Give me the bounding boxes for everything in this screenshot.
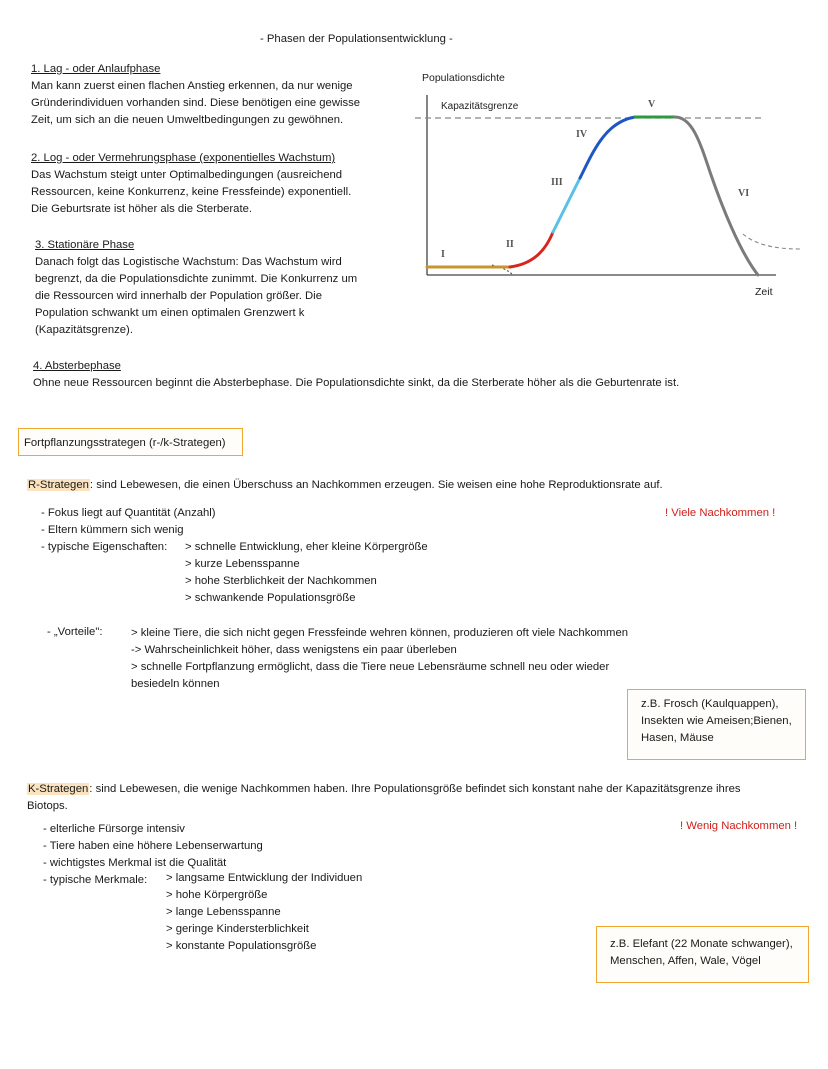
phase-label-III: III <box>551 177 563 188</box>
list-item: - Fokus liegt auf Quantität (Anzahl) <box>41 507 216 519</box>
segment-log <box>510 232 553 267</box>
list-item: > kleine Tiere, die sich nicht gegen Fressfeinde wehren können, produzieren oft viele Nachkommen <box>131 627 629 639</box>
list-item: - wichtigstes Merkmal ist die Qualität <box>43 857 227 869</box>
list-item: - elterliche Fürsorge intensiv <box>43 823 185 835</box>
k-strategy-definition: : sind Lebewesen, die wenige Nachkommen haben. Ihre Populationsgröße befindet sich konstant nahe der Kapazitätsgrenze ihres <box>89 783 741 795</box>
k-traits-label: - typische Merkmale: <box>43 874 148 886</box>
list-item: > konstante Populationsgröße <box>166 940 317 952</box>
phase-heading: 2. Log - oder Vermehrungsphase (exponentielles Wachstum) <box>31 152 336 164</box>
list-item: besiedeln können <box>131 678 220 690</box>
list-item: - Eltern kümmern sich wenig <box>41 524 184 536</box>
example-line: Menschen, Affen, Wale, Vögel <box>610 955 761 967</box>
k-strategy-note: ! Wenig Nachkommen ! <box>680 820 798 832</box>
alt-decline-curve <box>743 234 800 249</box>
phase-text: Ressourcen, keine Konkurrenz, keine Fressfeinde) exponentiell. <box>31 186 352 198</box>
phase-4 <box>33 358 679 392</box>
r-traits-label: - typische Eigenschaften: <box>41 541 168 553</box>
phase-heading: 3. Stationäre Phase <box>35 239 135 251</box>
k-example-box <box>596 926 809 983</box>
list-item: > kurze Lebensspanne <box>185 558 300 570</box>
example-line: z.B. Frosch (Kaulquappen), <box>641 698 779 710</box>
y-axis-label: Populationsdichte <box>422 72 505 84</box>
r-example-box <box>627 689 806 760</box>
phase-text: begrenzt, da die Populationsdichte zunimmt. Die Konkurrenz um <box>35 273 358 285</box>
capacity-label: Kapazitätsgrenze <box>441 101 519 112</box>
x-axis-label: Zeit <box>755 286 773 298</box>
k-traits-list <box>166 870 362 955</box>
example-line: z.B. Elefant (22 Monate schwanger), <box>610 938 793 950</box>
r-strategy-definition: : sind Lebewesen, die einen Überschuss an Nachkommen erzeugen. Sie weisen eine hohe Reproduktionsrate auf. <box>89 479 663 491</box>
list-item: > lange Lebensspanne <box>166 906 281 918</box>
phase-label-I: I <box>441 249 445 260</box>
phase-text: Das Wachstum steigt unter Optimalbedingungen (ausreichend <box>31 169 343 181</box>
phase-text: Population schwankt um einen optimalen Grenzwert k <box>35 307 305 319</box>
population-growth-graph <box>410 62 810 307</box>
phase-1 <box>31 61 360 129</box>
segment-deceleration <box>580 117 635 178</box>
r-strategy-term: R-Strategen <box>28 479 89 491</box>
phase-text: Die Geburtsrate ist höher als die Sterberate. <box>31 203 253 215</box>
phase-text: Man kann zuerst einen flachen Anstieg erkennen, da nur wenige <box>31 80 353 92</box>
r-strategy-note: ! Viele Nachkommen ! <box>665 507 776 519</box>
k-strategy-term: K-Strategen <box>28 783 89 795</box>
phase-label-V: V <box>648 99 656 110</box>
phase-heading: 1. Lag - oder Anlaufphase <box>31 63 161 75</box>
r-advantages-label: - „Vorteile": <box>47 626 103 638</box>
list-item: - Tiere haben eine höhere Lebenserwartung <box>43 840 263 852</box>
list-item: > hohe Sterblichkeit der Nachkommen <box>185 575 377 587</box>
example-line: Hasen, Mäuse <box>641 732 714 744</box>
phase-text: Ohne neue Ressourcen beginnt die Absterbephase. Die Populationsdichte sinkt, da die Sterberate höher als die Geburtenrate ist. <box>33 377 680 389</box>
strategies-heading-box <box>18 428 243 456</box>
list-item: > schnelle Fortpflanzung ermöglicht, dass die Tiere neue Lebensräume schnell neu oder wieder <box>131 661 610 673</box>
list-item: -> Wahrscheinlichkeit höher, dass wenigstens ein paar überleben <box>131 644 457 656</box>
phase-text: die Ressourcen wird innerhalb der Population größer. Die <box>35 290 322 302</box>
list-item: > geringe Kindersterblichkeit <box>166 923 309 935</box>
phase-text: (Kapazitätsgrenze). <box>35 324 133 336</box>
strategies-heading: Fortpflanzungsstrategen (r-/k-Strategen) <box>24 437 226 449</box>
phase-label-VI: VI <box>738 188 750 199</box>
list-item: > schwankende Populationsgröße <box>185 592 356 604</box>
phase-2 <box>31 150 351 218</box>
r-traits-list <box>185 539 428 607</box>
phase-text: Gründerindividuen vorhanden sind. Diese benötigen eine gewisse <box>31 97 361 109</box>
k-strategy-definition-cont: Biotops. <box>27 800 68 812</box>
phase-heading: 4. Absterbephase <box>33 360 121 372</box>
example-line: Insekten wie Ameisen;Bienen, <box>641 715 792 727</box>
k-strategy-intro <box>27 781 741 815</box>
list-item: > schnelle Entwicklung, eher kleine Körpergröße <box>185 541 428 553</box>
page-title: - Phasen der Populationsentwicklung - <box>260 33 453 45</box>
list-item: > langsame Entwicklung der Individuen <box>166 872 363 884</box>
phase-label-IV: IV <box>576 129 588 140</box>
phase-3 <box>35 237 357 339</box>
phase-label-II: II <box>506 239 514 250</box>
r-advantages-list <box>131 625 628 693</box>
phase-text: Danach folgt das Logistische Wachstum: Das Wachstum wird <box>35 256 342 268</box>
r-strategy-intro <box>27 477 663 494</box>
list-item: > hohe Körpergröße <box>166 889 268 901</box>
phase-text: Zeit, um sich an die neuen Umweltbedingungen zu gewöhnen. <box>31 114 344 126</box>
